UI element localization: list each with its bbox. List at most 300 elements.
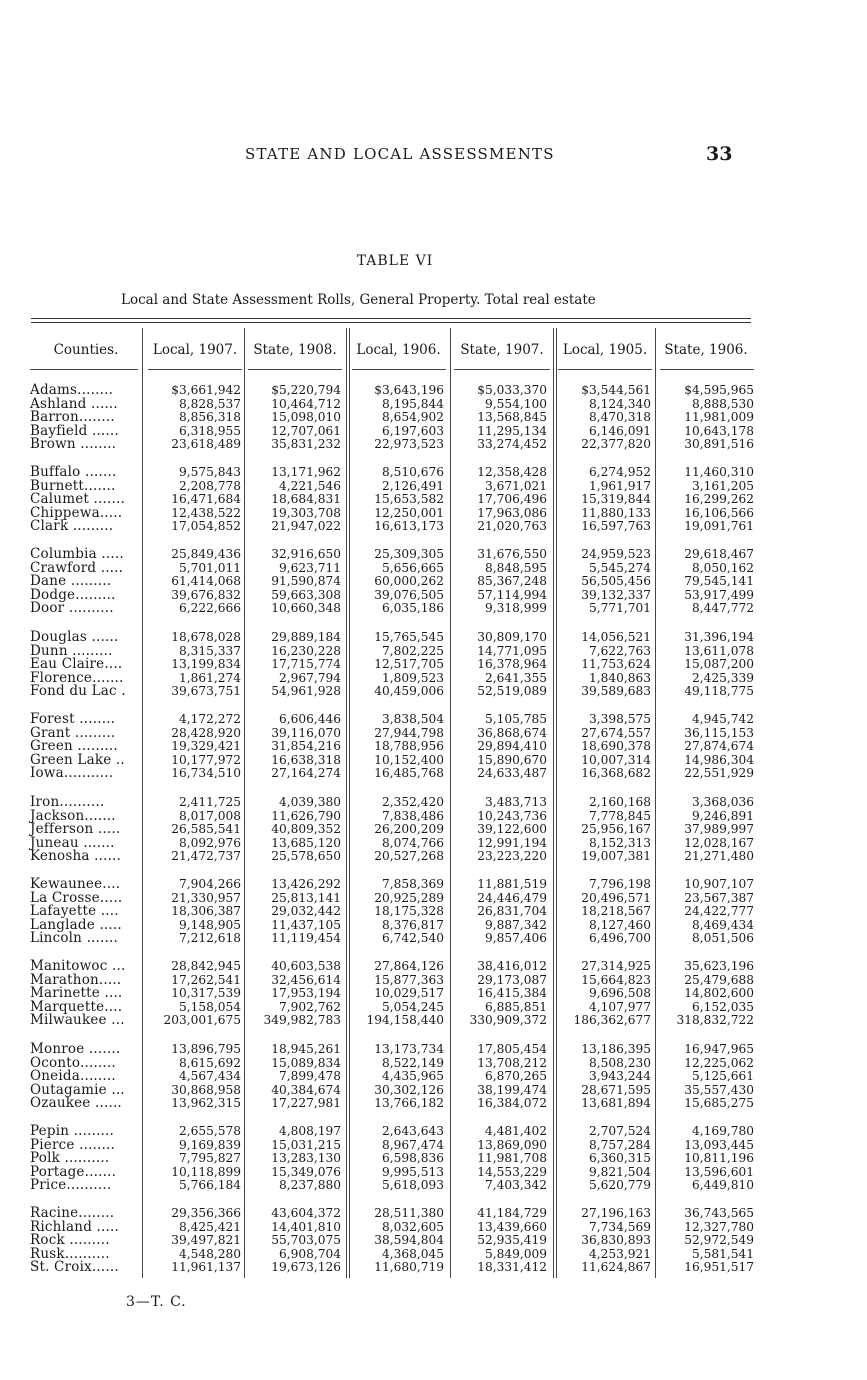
value-state-1906: 6,152,035 — [691, 999, 754, 1014]
value-local-1906: 16,613,173 — [374, 519, 444, 534]
table-row — [0, 669, 867, 686]
value-state-1907: 9,554,100 — [484, 396, 547, 411]
col-header-counties: Counties. — [53, 342, 119, 358]
value-state-1907: 9,857,406 — [484, 931, 547, 946]
value-state-1907: 18,331,412 — [477, 1260, 547, 1275]
value-state-1907: 29,173,087 — [477, 972, 547, 987]
value-local-1907: 203,001,675 — [163, 1013, 241, 1028]
value-state-1908: 17,953,194 — [271, 986, 341, 1001]
table-row — [0, 767, 867, 781]
value-local-1907: 8,828,537 — [178, 396, 241, 411]
table-row — [0, 575, 867, 589]
value-state-1908: 15,031,215 — [271, 1137, 341, 1152]
table-row — [0, 438, 867, 452]
value-local-1906: 60,000,262 — [374, 574, 444, 589]
table-row — [0, 850, 867, 864]
value-local-1905: 5,545,274 — [588, 560, 651, 575]
value-local-1905: 18,690,378 — [581, 739, 651, 754]
value-local-1907: 12,438,522 — [171, 505, 241, 520]
value-state-1906: 52,972,549 — [684, 1233, 754, 1248]
county-group — [0, 466, 867, 534]
value-state-1908: 2,967,794 — [278, 670, 341, 685]
header-underline — [454, 369, 550, 370]
value-local-1905: 1,961,917 — [588, 478, 651, 493]
table-row — [0, 998, 867, 1015]
value-local-1906: 25,309,305 — [374, 547, 444, 561]
value-local-1906: 8,195,844 — [381, 396, 444, 411]
table-row — [0, 1245, 867, 1262]
value-local-1907: 5,766,184 — [178, 1178, 241, 1193]
table-row — [0, 685, 867, 699]
value-state-1906: 35,623,196 — [684, 959, 754, 973]
value-state-1907: 21,020,763 — [477, 519, 547, 534]
value-local-1905: 8,124,340 — [588, 396, 651, 411]
county-name: Barron........ — [30, 409, 115, 426]
county-name: Douglas ...... — [30, 629, 119, 645]
value-state-1907: 85,367,248 — [477, 574, 547, 589]
value-local-1907: 13,962,315 — [171, 1096, 241, 1111]
value-local-1907: 28,428,920 — [171, 725, 241, 740]
table-row — [0, 411, 867, 425]
value-local-1906: 9,995,513 — [381, 1164, 444, 1179]
table-row — [0, 395, 867, 412]
value-state-1908: 91,590,874 — [271, 574, 341, 589]
value-local-1906: 5,054,245 — [381, 999, 444, 1014]
value-local-1907: 26,585,541 — [171, 822, 241, 837]
value-state-1908: 40,384,674 — [271, 1082, 341, 1097]
value-local-1906: 5,618,093 — [381, 1178, 444, 1193]
value-state-1906: 14,802,600 — [684, 986, 754, 1001]
table-row — [0, 384, 867, 398]
table-row — [0, 1261, 867, 1275]
value-local-1907: 39,497,821 — [171, 1233, 241, 1248]
value-state-1906: 8,469,434 — [691, 917, 754, 932]
value-state-1906: 25,479,688 — [684, 972, 754, 987]
value-state-1906: 8,050,162 — [691, 560, 754, 575]
value-state-1908: 14,401,810 — [271, 1219, 341, 1234]
value-state-1906: 16,947,965 — [684, 1042, 754, 1056]
value-local-1905: 27,314,925 — [581, 959, 651, 973]
value-state-1908: 13,171,962 — [271, 465, 341, 479]
county-name: La Crosse..... — [30, 889, 123, 906]
value-state-1908: 13,426,292 — [271, 877, 341, 891]
value-state-1907: 17,963,086 — [477, 505, 547, 520]
value-local-1905: 15,664,823 — [581, 972, 651, 987]
value-local-1905: 13,681,894 — [581, 1096, 651, 1111]
county-name: Calumet ....... — [30, 491, 125, 508]
table-row — [0, 751, 867, 768]
value-local-1906: 2,126,491 — [381, 478, 444, 493]
county-name: Grant ......... — [30, 724, 116, 741]
value-state-1906: 16,951,517 — [684, 1260, 754, 1275]
table-row — [0, 586, 867, 603]
value-state-1907: 16,378,964 — [477, 657, 547, 672]
value-local-1906: 6,035,186 — [381, 601, 444, 616]
value-state-1908: 19,673,126 — [271, 1260, 341, 1275]
value-state-1907: 12,358,428 — [477, 465, 547, 479]
value-local-1906: 26,200,209 — [374, 822, 444, 837]
value-local-1905: 24,959,523 — [581, 547, 651, 561]
value-state-1908: 25,578,650 — [271, 849, 341, 864]
value-local-1907: 8,092,976 — [178, 835, 241, 850]
value-local-1906: 2,352,420 — [381, 795, 444, 809]
value-local-1905: 13,186,395 — [581, 1042, 651, 1056]
value-local-1907: 16,471,684 — [171, 492, 241, 507]
value-state-1907: 16,384,072 — [477, 1096, 547, 1111]
table-row — [0, 987, 867, 1001]
county-name: Marquette.... — [30, 998, 123, 1015]
value-local-1905: 6,496,700 — [588, 931, 651, 946]
table-row — [0, 1218, 867, 1235]
county-name: Dane ......... — [30, 573, 112, 590]
value-state-1906: 13,596,601 — [684, 1164, 754, 1179]
value-local-1906: 2,643,643 — [381, 1124, 444, 1138]
value-local-1907: 13,896,795 — [171, 1042, 241, 1056]
value-local-1906: 8,967,474 — [381, 1137, 444, 1152]
table-row — [0, 1179, 867, 1193]
table-row — [0, 1163, 867, 1180]
county-name: Brown ........ — [30, 436, 117, 453]
county-name: Price.......... — [30, 1177, 112, 1194]
value-state-1906: 14,986,304 — [684, 752, 754, 767]
county-name: Crawford ..... — [30, 559, 124, 576]
value-state-1906: 2,425,339 — [691, 670, 754, 685]
value-state-1906: 3,368,036 — [691, 795, 754, 809]
value-state-1908: 10,464,712 — [271, 396, 341, 411]
value-local-1905: $3,544,561 — [581, 383, 651, 397]
value-state-1908: 54,961,928 — [271, 684, 341, 699]
county-group — [0, 631, 867, 699]
county-name: Clark ......... — [30, 518, 114, 535]
value-state-1907: 5,105,785 — [484, 712, 547, 726]
value-state-1908: 55,703,075 — [271, 1233, 341, 1248]
value-local-1905: 5,620,779 — [588, 1178, 651, 1193]
value-state-1906: 12,327,780 — [684, 1219, 754, 1234]
value-local-1906: 194,158,440 — [366, 1013, 444, 1028]
value-state-1908: 16,638,318 — [271, 752, 341, 767]
value-local-1906: 16,485,768 — [374, 766, 444, 781]
value-local-1907: 9,169,839 — [178, 1137, 241, 1152]
value-local-1905: 8,508,230 — [588, 1055, 651, 1070]
value-state-1908: $5,220,794 — [271, 383, 341, 397]
value-local-1907: 7,904,266 — [178, 877, 241, 891]
table-row — [0, 1125, 867, 1139]
value-state-1908: 11,119,454 — [271, 931, 341, 946]
table-row — [0, 916, 867, 933]
value-state-1907: 29,894,410 — [477, 739, 547, 754]
value-local-1906: 20,925,289 — [374, 890, 444, 905]
value-state-1908: 8,237,880 — [278, 1178, 341, 1193]
value-local-1905: 8,127,460 — [588, 917, 651, 932]
value-local-1906: 11,680,719 — [374, 1260, 444, 1275]
value-local-1906: 13,766,182 — [374, 1096, 444, 1111]
county-name: Manitowoc ... — [30, 958, 126, 974]
county-name: Kenosha ...... — [30, 848, 122, 865]
value-local-1907: 61,414,068 — [171, 574, 241, 589]
value-local-1907: 5,158,054 — [178, 999, 241, 1014]
county-name: St. Croix...... — [30, 1259, 119, 1276]
value-local-1906: 7,802,225 — [381, 643, 444, 658]
value-state-1907: 7,403,342 — [484, 1178, 547, 1193]
value-local-1907: 8,425,421 — [178, 1219, 241, 1234]
value-local-1907: 30,868,958 — [171, 1082, 241, 1097]
county-group — [0, 878, 867, 946]
value-local-1906: 8,074,766 — [381, 835, 444, 850]
value-state-1908: 29,032,442 — [271, 904, 341, 919]
county-name: Green ......... — [30, 738, 118, 755]
county-name: Rusk.......... — [30, 1245, 110, 1262]
value-state-1907: 52,519,089 — [477, 684, 547, 699]
top-rule-double — [31, 322, 751, 323]
value-local-1907: 23,618,489 — [171, 437, 241, 452]
value-state-1908: 40,603,538 — [271, 959, 341, 973]
value-local-1907: 18,306,387 — [171, 904, 241, 919]
value-state-1906: 4,945,742 — [691, 712, 754, 726]
page-number: 33 — [706, 143, 733, 165]
value-local-1907: 4,548,280 — [178, 1246, 241, 1261]
value-state-1907: 4,481,402 — [484, 1124, 547, 1138]
value-local-1907: 7,212,618 — [178, 931, 241, 946]
value-state-1908: 13,685,120 — [271, 835, 341, 850]
value-state-1907: 33,274,452 — [477, 437, 547, 452]
table-row — [0, 740, 867, 754]
value-local-1905: 7,734,569 — [588, 1219, 651, 1234]
value-local-1907: 18,678,028 — [171, 630, 241, 644]
value-state-1907: 52,935,419 — [477, 1233, 547, 1248]
value-local-1905: 39,132,337 — [581, 587, 651, 602]
table-row — [0, 1014, 867, 1028]
value-local-1907: 39,673,751 — [171, 684, 241, 699]
value-local-1905: 27,674,557 — [581, 725, 651, 740]
value-state-1906: 13,611,078 — [684, 643, 754, 658]
value-state-1906: 11,460,310 — [684, 465, 754, 479]
value-local-1906: 8,522,149 — [381, 1055, 444, 1070]
county-name: Jackson....... — [30, 807, 116, 824]
value-local-1905: 20,496,571 — [581, 890, 651, 905]
top-rule — [31, 318, 751, 319]
value-local-1907: 16,734,510 — [171, 766, 241, 781]
value-local-1905: 186,362,677 — [573, 1013, 651, 1028]
header-underline — [660, 369, 754, 370]
value-local-1905: 2,707,524 — [588, 1124, 651, 1138]
value-state-1907: 3,483,713 — [484, 795, 547, 809]
county-name: Oneida........ — [30, 1068, 116, 1085]
value-state-1907: 30,809,170 — [477, 630, 547, 644]
value-state-1907: 14,553,229 — [477, 1164, 547, 1179]
value-state-1907: $5,033,370 — [477, 383, 547, 397]
value-local-1906: 15,877,363 — [374, 972, 444, 987]
table-title: TABLE VI — [356, 253, 434, 269]
value-local-1907: 21,472,737 — [171, 849, 241, 864]
value-state-1906: 37,989,997 — [684, 822, 754, 837]
table-row — [0, 548, 867, 562]
value-local-1905: 28,671,595 — [581, 1082, 651, 1097]
value-state-1907: 5,849,009 — [484, 1246, 547, 1261]
table-row — [0, 1234, 867, 1248]
value-state-1908: 4,039,380 — [278, 795, 341, 809]
value-local-1907: 11,961,137 — [171, 1260, 241, 1275]
table-row — [0, 889, 867, 906]
value-local-1905: 11,624,867 — [581, 1260, 651, 1275]
value-local-1906: 10,152,400 — [374, 752, 444, 767]
value-local-1906: 12,250,001 — [374, 505, 444, 520]
county-group — [0, 1043, 867, 1111]
header-underline — [558, 369, 652, 370]
county-name: Green Lake .. — [30, 751, 125, 768]
value-local-1905: 8,757,284 — [588, 1137, 651, 1152]
value-state-1908: 21,947,022 — [271, 519, 341, 534]
value-state-1908: 15,349,076 — [271, 1164, 341, 1179]
county-name: Ozaukee ...... — [30, 1095, 122, 1112]
table-row — [0, 713, 867, 727]
value-local-1906: 5,656,665 — [381, 560, 444, 575]
table-row — [0, 960, 867, 974]
value-state-1906: 53,917,499 — [684, 587, 754, 602]
table-row — [0, 1070, 867, 1084]
value-local-1906: 40,459,006 — [374, 684, 444, 699]
value-state-1906: 6,449,810 — [691, 1178, 754, 1193]
value-local-1906: $3,643,196 — [374, 383, 444, 397]
value-state-1908: 15,098,010 — [271, 410, 341, 425]
value-state-1907: 3,671,021 — [484, 478, 547, 493]
value-local-1905: 11,880,133 — [581, 505, 651, 520]
county-group — [0, 1125, 867, 1193]
value-local-1907: 2,208,778 — [178, 478, 241, 493]
value-state-1907: 38,416,012 — [477, 959, 547, 973]
value-state-1906: 23,567,387 — [684, 890, 754, 905]
table-row — [0, 466, 867, 480]
county-group — [0, 384, 867, 452]
value-local-1907: 6,222,666 — [178, 601, 241, 616]
value-local-1906: 27,944,798 — [374, 725, 444, 740]
value-state-1907: 11,295,134 — [477, 423, 547, 438]
value-state-1906: 8,447,772 — [691, 601, 754, 616]
value-local-1907: 2,655,578 — [178, 1124, 241, 1138]
county-group — [0, 796, 867, 864]
value-local-1906: 18,175,328 — [374, 904, 444, 919]
table-row — [0, 1136, 867, 1153]
value-state-1906: 10,643,178 — [684, 423, 754, 438]
table-row — [0, 520, 867, 534]
value-local-1905: 4,107,977 — [588, 999, 651, 1014]
value-state-1908: 40,809,352 — [271, 822, 341, 837]
value-state-1907: 8,848,595 — [484, 560, 547, 575]
value-state-1907: 10,243,736 — [477, 808, 547, 823]
value-state-1906: 16,106,566 — [684, 505, 754, 520]
county-name: Pepin ......... — [30, 1123, 115, 1139]
table-row — [0, 559, 867, 576]
value-local-1907: 19,329,421 — [171, 739, 241, 754]
value-local-1906: 8,376,817 — [381, 917, 444, 932]
value-state-1906: 24,422,777 — [684, 904, 754, 919]
table-row — [0, 724, 867, 741]
table-row — [0, 1054, 867, 1071]
value-local-1905: 5,771,701 — [588, 601, 651, 616]
value-local-1907: 13,199,834 — [171, 657, 241, 672]
value-local-1906: 6,197,603 — [381, 423, 444, 438]
county-name: Ashland ...... — [30, 395, 118, 412]
county-name: Kewaunee.... — [30, 876, 121, 892]
county-group — [0, 713, 867, 781]
value-state-1907: 13,568,845 — [477, 410, 547, 425]
value-state-1908: 12,707,061 — [271, 423, 341, 438]
value-state-1908: 31,854,216 — [271, 739, 341, 754]
value-local-1905: 18,218,567 — [581, 904, 651, 919]
value-local-1905: 3,943,244 — [588, 1069, 651, 1084]
value-local-1907: 10,317,539 — [171, 986, 241, 1001]
value-local-1905: 19,007,381 — [581, 849, 651, 864]
county-name: Dunn ......... — [30, 642, 113, 659]
value-state-1907: 15,890,670 — [477, 752, 547, 767]
value-local-1906: 4,368,045 — [381, 1246, 444, 1261]
value-local-1906: 27,864,126 — [374, 959, 444, 973]
value-state-1908: 9,623,711 — [278, 560, 341, 575]
value-local-1905: 9,821,504 — [588, 1164, 651, 1179]
county-name: Bayfield ...... — [30, 422, 119, 439]
value-local-1906: 38,594,804 — [374, 1233, 444, 1248]
header-underline — [248, 369, 342, 370]
value-state-1907: 38,199,474 — [477, 1082, 547, 1097]
county-name: Buffalo ....... — [30, 464, 117, 480]
value-state-1908: 17,715,774 — [271, 657, 341, 672]
table-row — [0, 834, 867, 851]
value-local-1905: 16,597,763 — [581, 519, 651, 534]
value-state-1907: 39,122,600 — [477, 822, 547, 837]
table-row — [0, 971, 867, 988]
value-state-1907: 16,415,384 — [477, 986, 547, 1001]
value-state-1906: 3,161,205 — [691, 478, 754, 493]
value-state-1907: 41,184,729 — [477, 1206, 547, 1220]
value-state-1907: 13,708,212 — [477, 1055, 547, 1070]
value-local-1907: 8,315,337 — [178, 643, 241, 658]
value-state-1907: 11,981,708 — [477, 1151, 547, 1166]
value-local-1905: 6,274,952 — [588, 465, 651, 479]
value-local-1907: 21,330,957 — [171, 890, 241, 905]
value-local-1906: 18,788,956 — [374, 739, 444, 754]
county-name: Lincoln ....... — [30, 930, 119, 947]
value-local-1907: 8,017,008 — [178, 808, 241, 823]
value-state-1908: 7,902,762 — [278, 999, 341, 1014]
value-local-1905: 14,056,521 — [581, 630, 651, 644]
county-name: Outagamie ... — [30, 1081, 125, 1098]
table-row — [0, 807, 867, 824]
value-state-1908: 11,626,790 — [271, 808, 341, 823]
value-local-1905: 4,253,921 — [588, 1246, 651, 1261]
county-name: Oconto........ — [30, 1054, 116, 1071]
table-row — [0, 796, 867, 810]
value-state-1907: 11,881,519 — [477, 877, 547, 891]
value-local-1905: 6,360,315 — [588, 1151, 651, 1166]
value-local-1906: 8,510,676 — [381, 465, 444, 479]
value-state-1906: 31,396,194 — [684, 630, 754, 644]
value-state-1908: 32,456,614 — [271, 972, 341, 987]
value-state-1907: 36,868,674 — [477, 725, 547, 740]
value-local-1906: 22,973,523 — [374, 437, 444, 452]
value-local-1905: 56,505,456 — [581, 574, 651, 589]
value-local-1905: 3,398,575 — [588, 712, 651, 726]
value-state-1906: 4,169,780 — [691, 1124, 754, 1138]
value-local-1907: 4,567,434 — [178, 1069, 241, 1084]
county-name: Burnett....... — [30, 477, 116, 494]
value-local-1905: 7,778,845 — [588, 808, 651, 823]
value-state-1908: 7,899,478 — [278, 1069, 341, 1084]
table-row — [0, 905, 867, 919]
table-row — [0, 602, 867, 616]
col-header-state-1907: State, 1907. — [460, 342, 544, 358]
county-name: Adams........ — [30, 382, 114, 398]
value-state-1906: 10,907,107 — [684, 877, 754, 891]
value-state-1906: 12,028,167 — [684, 835, 754, 850]
